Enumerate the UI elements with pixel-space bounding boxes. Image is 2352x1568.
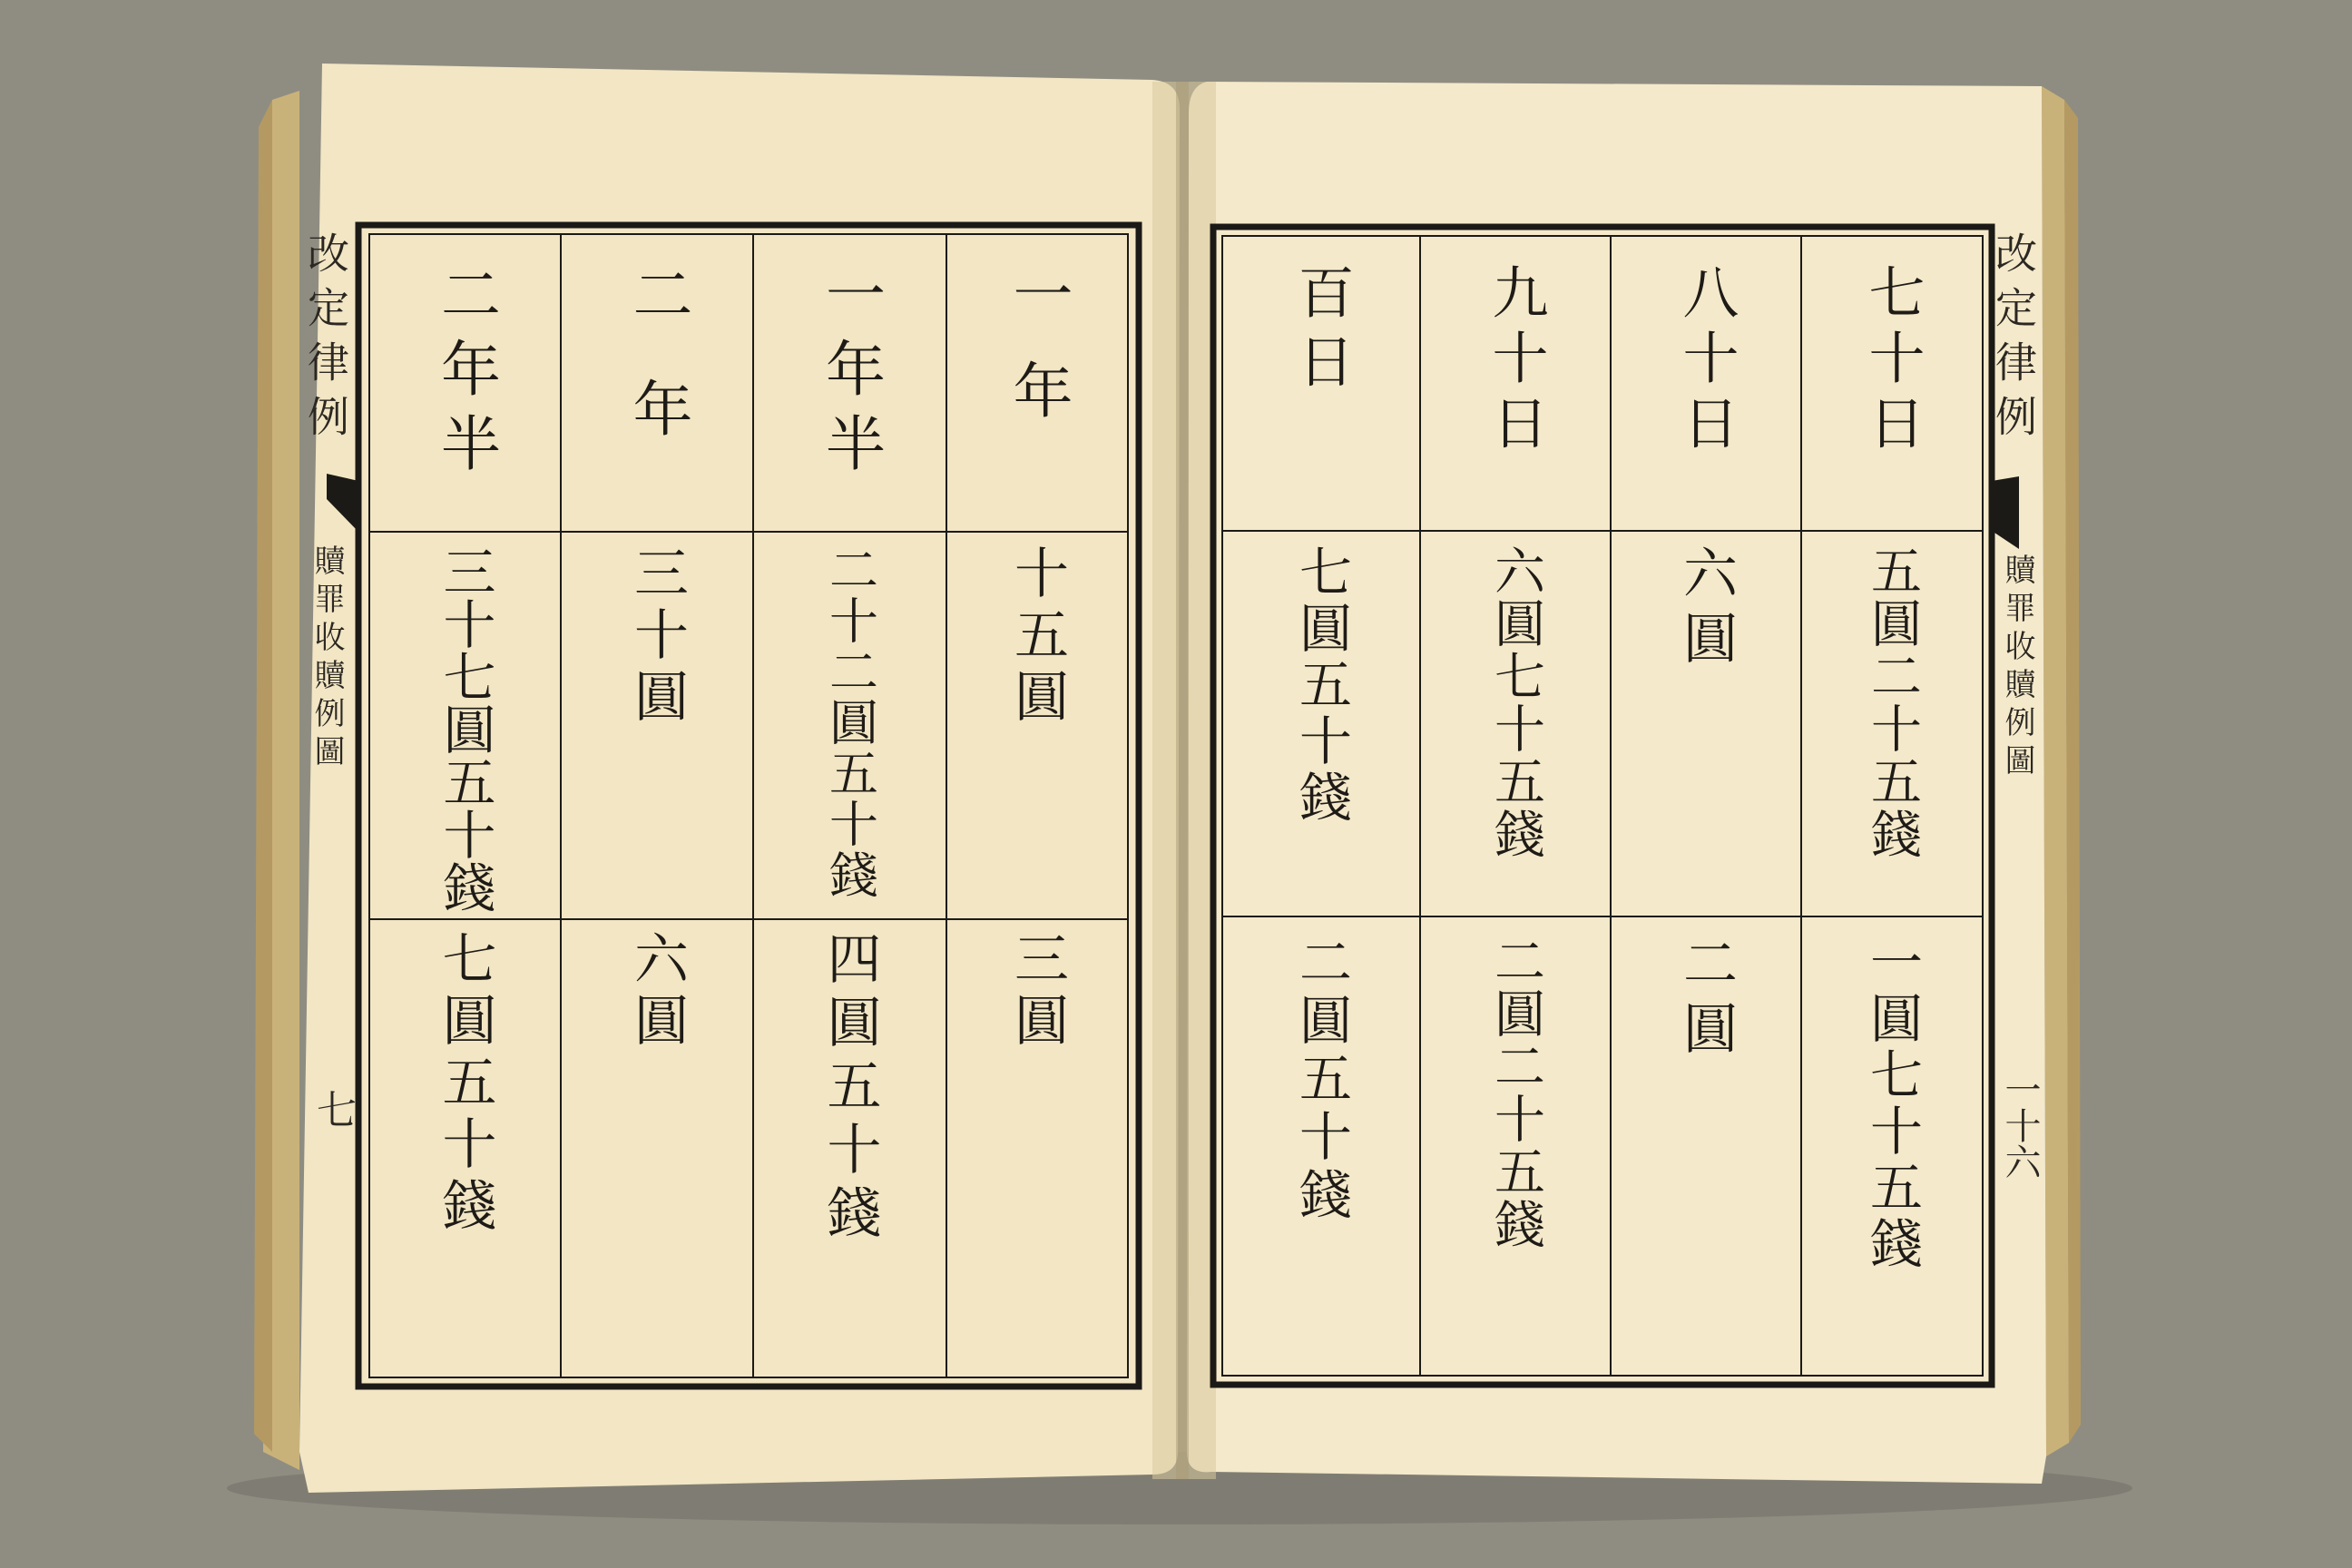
right-col-2-term: 八十日 <box>1673 263 1740 459</box>
right-col-3-fine: 六圓七十五錢 <box>1486 544 1545 860</box>
right-page-number: 一十六 <box>1999 1071 2041 1180</box>
right-col-4-fine: 七圓五十錢 <box>1290 544 1352 826</box>
left-col-1-fine: 十五圓 <box>1005 544 1069 730</box>
right-section-title: 贖罪收贖例圖 <box>1999 554 2035 782</box>
left-section-title: 贖罪收贖例圖 <box>309 544 345 773</box>
right-col-4-term: 百日 <box>1289 263 1355 401</box>
right-col-1-redemption: 一圓七十五錢 <box>1861 935 1923 1272</box>
right-col-2-fine: 六圓 <box>1674 544 1738 675</box>
right-running-title: 改定律例 <box>1989 231 2038 449</box>
right-col-1-fine: 五圓二十五錢 <box>1863 544 1922 860</box>
left-col-4-redemption: 七圓五十錢 <box>433 930 497 1239</box>
left-col-3-term: 二年 <box>622 263 692 492</box>
right-col-4-redemption: 二圓五十錢 <box>1290 935 1352 1225</box>
left-col-1-term: 一年 <box>1003 263 1073 456</box>
left-running-title: 改定律例 <box>301 231 350 449</box>
right-col-3-term: 九十日 <box>1483 263 1549 459</box>
left-page-number: 七 <box>309 1089 356 1129</box>
right-col-2-redemption: 二圓 <box>1674 935 1738 1065</box>
left-col-2-redemption: 四圓五十錢 <box>818 930 882 1248</box>
right-col-1-term: 七十日 <box>1859 263 1926 459</box>
left-col-2-fine: 二十二圓五十錢 <box>821 544 879 900</box>
left-col-2-term: 一年半 <box>815 263 886 486</box>
left-col-3-fine: 三十圓 <box>625 544 689 730</box>
right-col-3-redemption: 二圓二十五錢 <box>1486 935 1545 1250</box>
left-col-4-fine: 三十七圓五十錢 <box>434 544 496 913</box>
left-col-3-redemption: 六圓 <box>625 930 689 1054</box>
left-col-4-term: 二年半 <box>430 263 501 486</box>
left-col-1-redemption: 三圓 <box>1005 930 1069 1054</box>
